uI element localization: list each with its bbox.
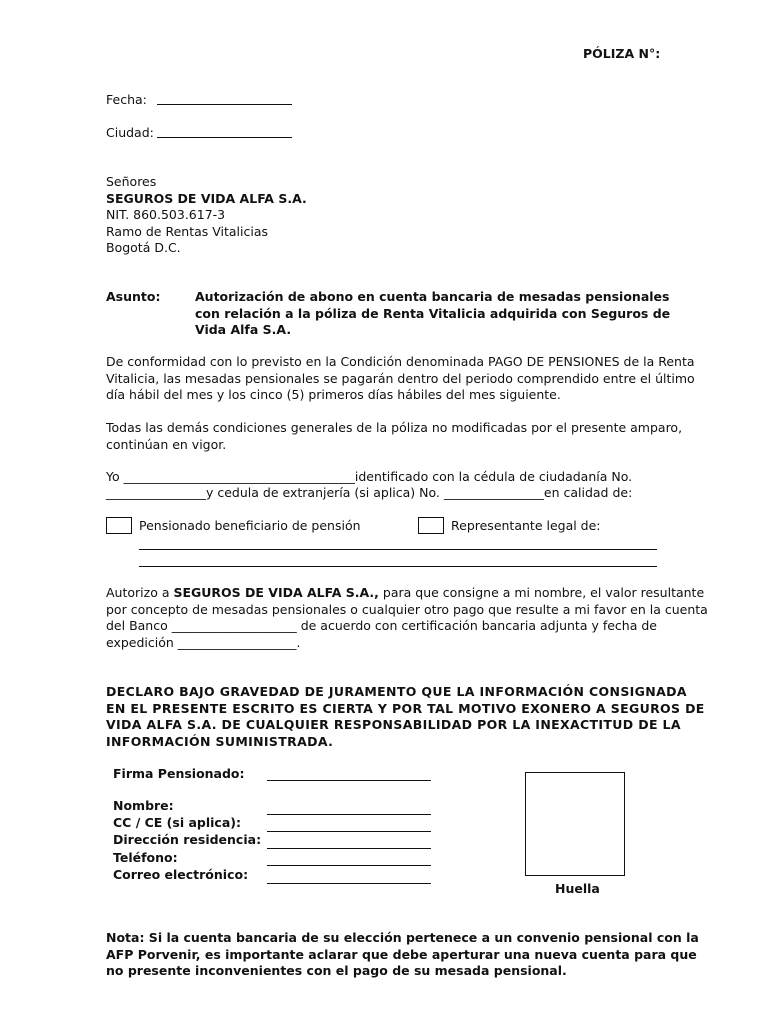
city-field[interactable] — [157, 137, 292, 138]
auth-prefix: Autorizo a — [106, 585, 174, 600]
paragraph-line: Todas las demás condiciones generales de la póliza no modificadas por el presente amparo, — [106, 420, 683, 435]
note-line: no presente inconvenientes con el pago de su mesada pensional. — [106, 963, 567, 978]
id-number-field[interactable]: ________________ — [106, 485, 206, 500]
paragraph-line: De conformidad con lo previsto en la Condición denominada PAGO DE PENSIONES de la Renta — [106, 354, 695, 369]
signature-label: Firma Pensionado: — [113, 766, 245, 781]
id-label: identificado con la cédula de ciudadanía No. — [354, 469, 633, 484]
address-label: Dirección residencia: — [113, 832, 262, 847]
subject-line: con relación a la póliza de Renta Vitalicia adquirida con Seguros de — [195, 305, 671, 321]
address-field[interactable] — [267, 848, 431, 849]
issue-date-suffix: . — [296, 634, 301, 650]
subject-text — [195, 289, 670, 339]
paragraph-line: continúan en vigor. — [106, 436, 227, 452]
phone-label: Teléfono: — [113, 850, 178, 865]
name-label: Nombre: — [113, 798, 174, 813]
declaration-line: VIDA ALFA S.A. DE CUALQUIER RESPONSABILIDAD POR LA INEXACTITUD DE LA — [106, 717, 681, 732]
issue-date-label: expedición — [106, 634, 178, 650]
subject-line: Autorización de abono en cuenta bancaria de mesadas pensionales — [195, 289, 670, 304]
paragraph-payment-conditions — [106, 354, 695, 404]
id-doc-field[interactable] — [267, 831, 431, 832]
email-label: Correo electrónico: — [113, 867, 249, 882]
paragraph-line: día hábil del mes y los cinco (5) primeros días hábiles del mes siguiente. — [106, 387, 561, 402]
company-name: SEGUROS DE VIDA ALFA S.A. — [106, 190, 307, 206]
note-paragraph — [106, 930, 699, 980]
email-field[interactable] — [267, 883, 431, 884]
capacity-label: en calidad de: — [543, 485, 633, 500]
bank-label: del Banco — [106, 618, 172, 633]
paragraph-line: Vitalicia, las mesadas pensionales se pagarán dentro del periodo comprendido entre el último — [106, 370, 695, 386]
auth-line-2: por concepto de mesadas pensionales o cualquier otro pago que resulte a mi favor en la cuenta — [106, 601, 708, 617]
company-branch: Ramo de Rentas Vitalicias — [106, 223, 269, 239]
foreign-id-field[interactable]: ________________ — [443, 485, 544, 500]
legal-rep-field-line-1[interactable] — [139, 549, 657, 550]
name-field[interactable]: _____________________________________ — [123, 469, 355, 484]
company-nit: NIT. 860.503.617-3 — [106, 207, 226, 222]
addressee-block — [106, 174, 307, 257]
signature-field[interactable] — [267, 780, 431, 781]
fingerprint-label: Huella — [555, 881, 600, 896]
pensioner-checkbox[interactable] — [106, 517, 132, 534]
yo-prefix: Yo — [106, 469, 124, 484]
identity-line-2 — [106, 485, 632, 502]
auth-suffix: para que consigne a mi nombre, el valor resultante — [378, 585, 705, 600]
identity-line-1 — [106, 469, 632, 486]
fingerprint-box[interactable] — [525, 772, 625, 876]
id-doc-label: CC / CE (si aplica): — [113, 815, 241, 830]
foreign-id-label: y cedula de extranjería (si aplica) No. — [206, 485, 444, 500]
bank-suffix: de acuerdo con certificación bancaria adjunta y fecha de — [296, 618, 657, 633]
issue-date-field[interactable]: ___________________ — [177, 634, 297, 650]
policy-number-label: PÓLIZA N°: — [583, 46, 661, 61]
subject-label: Asunto: — [106, 289, 161, 304]
declaration-line: DECLARO BAJO GRAVEDAD DE JURAMENTO QUE LA INFORMACIÓN CONSIGNADA — [106, 684, 687, 699]
salutation: Señores — [106, 174, 157, 189]
legal-rep-checkbox[interactable] — [418, 517, 444, 534]
phone-field[interactable] — [267, 865, 431, 866]
pensioner-label: Pensionado beneficiario de pensión — [139, 518, 361, 533]
auth-company: SEGUROS DE VIDA ALFA S.A., — [173, 585, 379, 600]
sworn-declaration — [106, 684, 705, 750]
name-input-line[interactable] — [267, 814, 431, 815]
company-city: Bogotá D.C. — [106, 240, 181, 255]
city-label: Ciudad: — [106, 125, 154, 140]
paragraph-general-conditions — [106, 420, 682, 453]
legal-rep-label: Representante legal de: — [451, 518, 601, 533]
bank-field[interactable]: ____________________ — [171, 618, 297, 633]
date-field[interactable] — [157, 104, 292, 105]
note-line: Nota: Si la cuenta bancaria de su elección pertenece a un convenio pensional con la — [106, 930, 699, 945]
note-line: AFP Porvenir, es importante aclarar que debe aperturar una nueva cuenta para que — [106, 946, 697, 962]
declaration-line: EN EL PRESENTE ESCRITO ES CIERTA Y POR TAL MOTIVO EXONERO A SEGUROS DE — [106, 700, 705, 716]
legal-rep-field-line-2[interactable] — [139, 566, 657, 567]
declaration-line: INFORMACIÓN SUMINISTRADA. — [106, 733, 334, 749]
subject-line: Vida Alfa S.A. — [195, 322, 292, 337]
date-label: Fecha: — [106, 92, 147, 107]
authorization-paragraph — [106, 585, 708, 651]
